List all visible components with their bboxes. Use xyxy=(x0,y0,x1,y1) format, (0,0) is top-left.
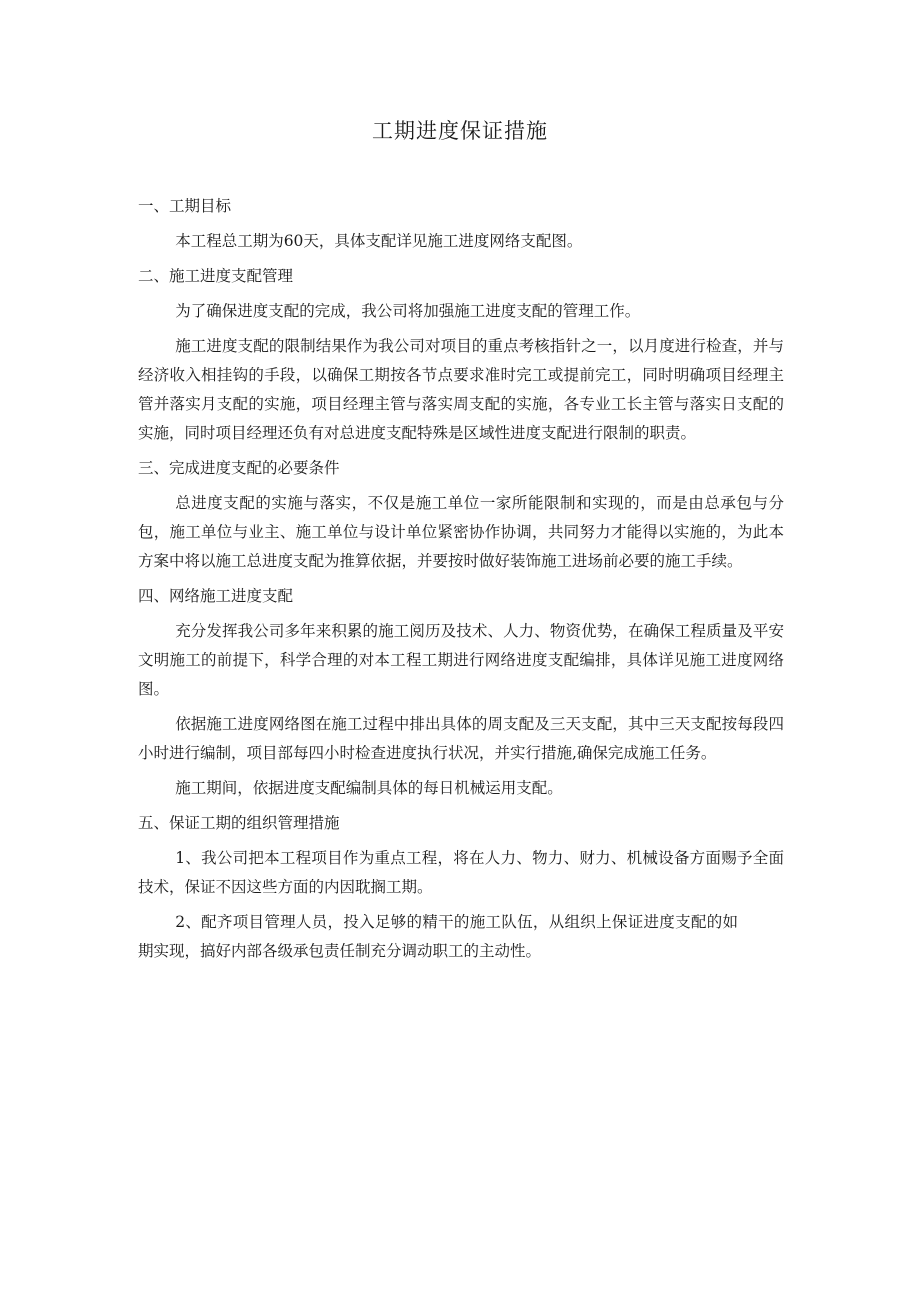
paragraph: 为了确保进度支配的完成，我公司将加强施工进度支配的管理工作。 xyxy=(175,302,641,320)
section-heading: 四、网络施工进度支配 xyxy=(138,587,294,605)
document-body xyxy=(138,192,784,972)
section-2 xyxy=(138,262,784,448)
paragraph: 依据施工进度网络图在施工过程中排出具体的周支配及三天支配，其中三天支配按每段四小时进行编制，项目部每四小时检查进度执行状况，并实行措施,确保完成施工任务。 xyxy=(138,715,784,762)
section-heading: 一、工期目标 xyxy=(138,197,232,215)
section-3 xyxy=(138,454,784,576)
document-title: 工期进度保证措施 xyxy=(372,119,548,143)
section-1 xyxy=(138,192,784,256)
paragraph: 施工期间，依据进度支配编制具体的每日机械运用支配。 xyxy=(175,779,563,797)
paragraph: 总进度支配的实施与落实，不仅是施工单位一家所能限制和实现的，而是由总承包与分包，施工单位与业主、施工单位与设计单位紧密协作协调，共同努力才能得以实施的，为此本方案中将以施工总进度支配为推算依据，并要按时做好装饰施工进场前必要的施工手续。 xyxy=(138,494,784,570)
paragraph: 本工程总工期为60天，具体支配详见施工进度网络支配图。 xyxy=(175,232,583,250)
paragraph: 2、配齐项目管理人员，投入足够的精干的施工队伍，从组织上保证进度支配的如期实现，搞好内部各级承包责任制充分调动职工的主动性。 xyxy=(138,913,738,960)
paragraph: 施工进度支配的限制结果作为我公司对项目的重点考核指针之一，以月度进行检查，并与经济收入相挂钩的手段，以确保工期按各节点要求准时完工或提前完工，同时明确项目经理主管并落实月支配的实施，项目经理主管与落实周支配的实施，各专业工长主管与落实日支配的实施，同时项目经理还负有对总进度支配特殊是区域性进度支配进行限制的职责。 xyxy=(138,337,784,442)
paragraph: 充分发挥我公司多年来积累的施工阅历及技术、人力、物资优势，在确保工程质量及平安文明施工的前提下，科学合理的对本工程工期进行网络进度支配编排，具体详见施工进度网络图。 xyxy=(138,622,784,698)
section-5 xyxy=(138,809,784,966)
section-heading: 三、完成进度支配的必要条件 xyxy=(138,459,340,477)
section-heading: 二、施工进度支配管理 xyxy=(138,267,294,285)
section-4 xyxy=(138,582,784,803)
section-heading: 五、保证工期的组织管理措施 xyxy=(138,814,340,832)
paragraph: 1、我公司把本工程项目作为重点工程，将在人力、物力、财力、机械设备方面赐予全面技术，保证不因这些方面的内因耽搁工期。 xyxy=(138,849,784,896)
